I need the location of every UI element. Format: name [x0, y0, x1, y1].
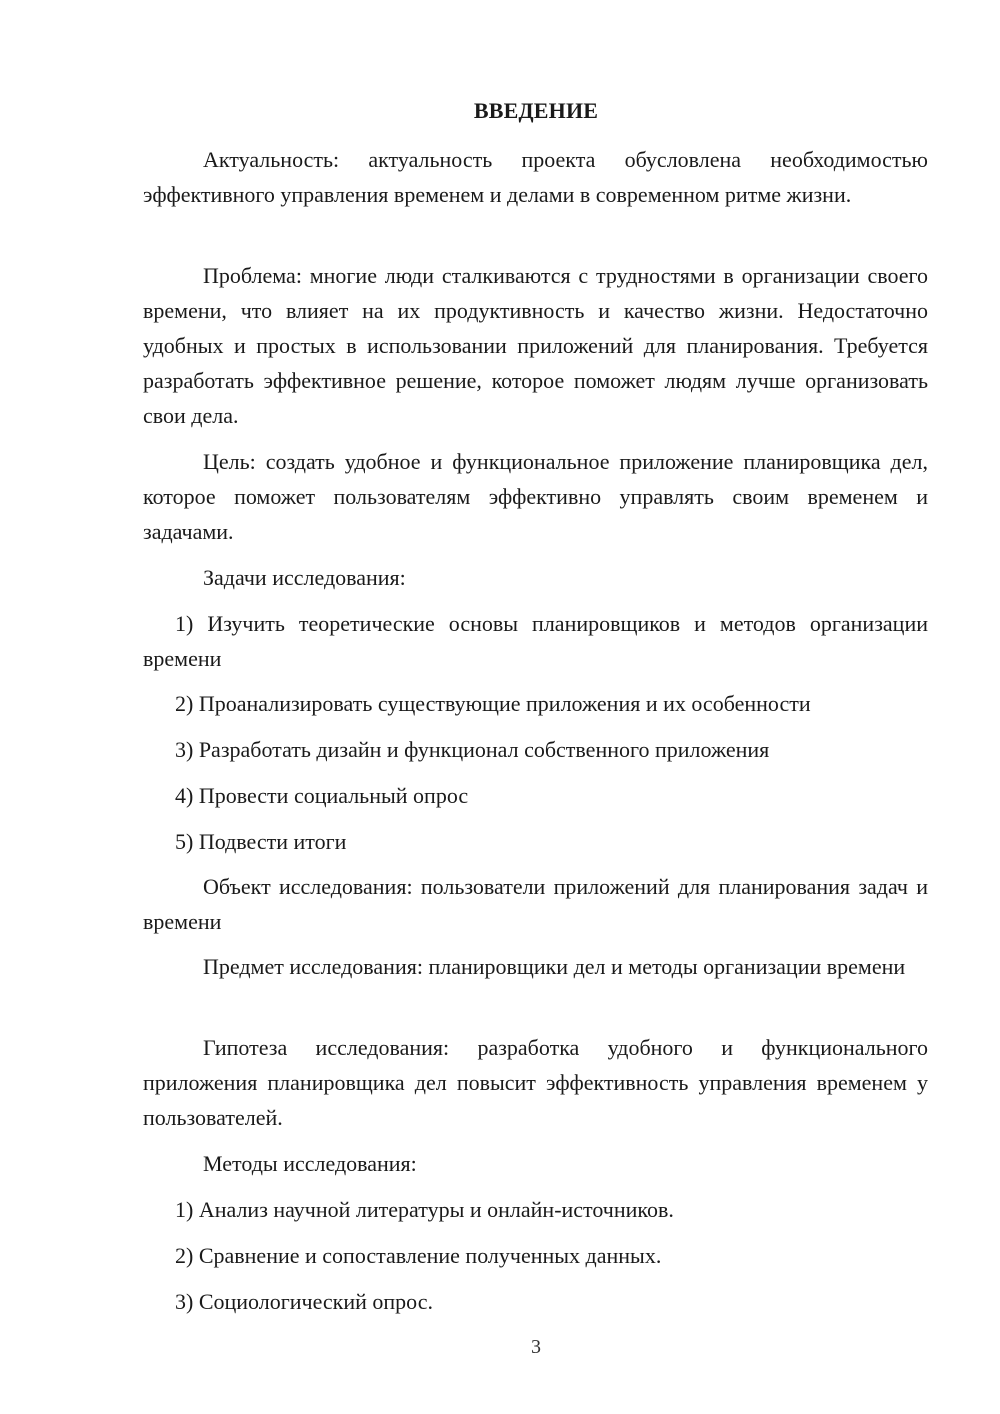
problem-paragraph: Проблема: многие люди сталкиваются с трудностями в организации своего времени, что влияет на их продуктивность и качество жизни. Недостаточно удобных и простых в использовании приложений для планирования. Требуется разработать эффективное решение, которое поможет людям лучше организовать свои дела. [143, 263, 928, 428]
tasks-title: Задачи исследования: [203, 565, 406, 590]
method-item: 3) Социологический опрос. [175, 1289, 433, 1314]
task-item: 5) Подвести итоги [175, 829, 347, 854]
method-item: 1) Анализ научной литературы и онлайн-источников. [175, 1197, 674, 1222]
task-item: 4) Провести социальный опрос [175, 783, 469, 808]
section-heading: ВВЕДЕНИЕ [473, 98, 599, 123]
method-item: 2) Сравнение и сопоставление полученных данных. [175, 1243, 662, 1268]
methods-title: Методы исследования: [203, 1151, 417, 1176]
relevance-paragraph: Актуальность: актуальность проекта обусловлена необходимостью эффективного управления временем и делами в современном ритме жизни. [143, 147, 928, 207]
page-number: 3 [531, 1336, 541, 1358]
subject-paragraph: Предмет исследования: планировщики дел и методы организации времени [203, 954, 906, 979]
task-item: 2) Проанализировать существующие приложения и их особенности [175, 691, 811, 716]
hypothesis-paragraph: Гипотеза исследования: разработка удобного и функционального приложения планировщика дел повысит эффективность управления временем у пользователей. [143, 1035, 928, 1130]
goal-paragraph: Цель: создать удобное и функциональное приложение планировщика дел, которое поможет пользователям эффективно управлять своим временем и задачами. [143, 449, 928, 544]
object-paragraph: Объект исследования: пользователи приложений для планирования задач и времени [143, 874, 928, 934]
task-item: 3) Разработать дизайн и функционал собственного приложения [175, 737, 770, 762]
task-item: 1) Изучить теоретические основы планировщиков и методов организации времени [143, 611, 928, 671]
